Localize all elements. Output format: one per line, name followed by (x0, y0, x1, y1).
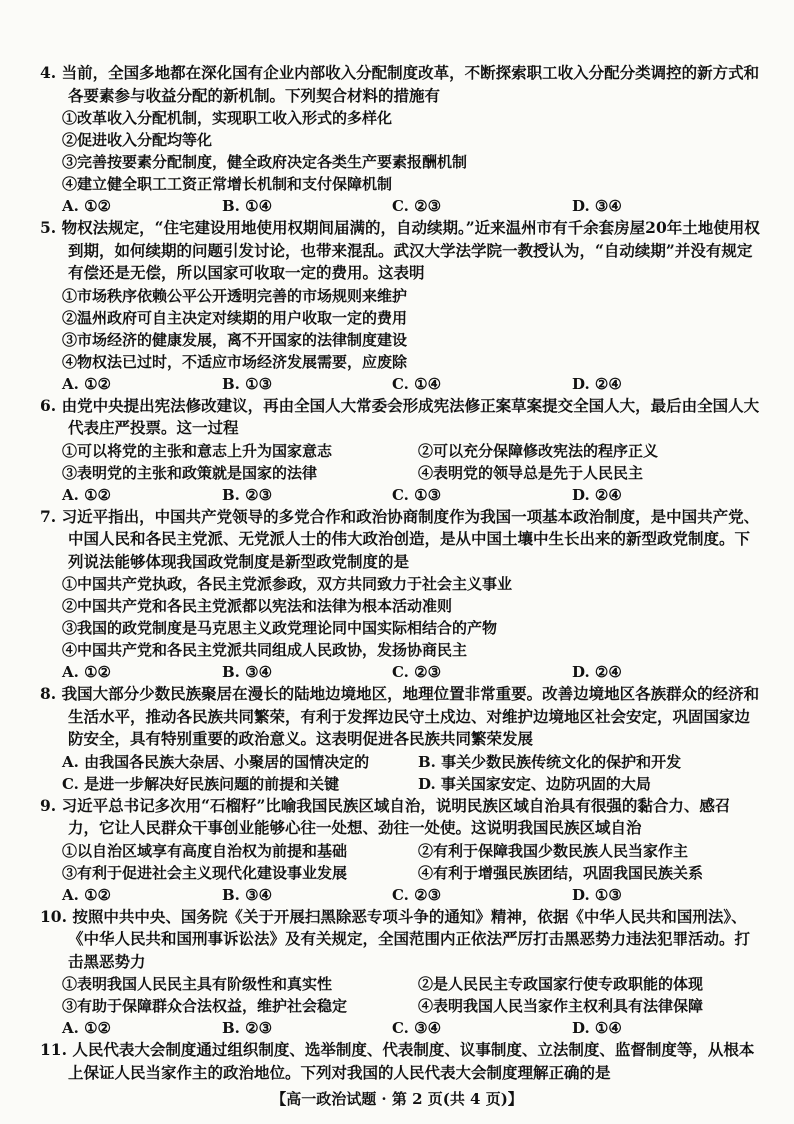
choice-b: B. ①④ (222, 197, 273, 215)
question-stem: 11. 人民代表大会制度通过组织制度、选举制度、代表制度、议事制度、立法制度、监督制度等，从根本上保证人民当家作主的政治地位。下列对我国的人民代表大会制度理解正确的是 (40, 1040, 755, 1082)
statement-pair (40, 995, 760, 1017)
choice-row (40, 661, 760, 683)
choice-row (40, 373, 760, 395)
statement: ②有利于保障我国少数民族人民当家作主 (418, 841, 689, 860)
question-7 (40, 506, 760, 684)
statement: ①中国共产党执政，各民主党派参政，双方共同致力于社会主义事业 (62, 575, 513, 593)
page-footer: 【高一政治试题 · 第 2 页(共 4 页)】 (271, 1090, 523, 1108)
statement: ④表明党的领导总是先于人民民主 (418, 463, 644, 482)
choice-row (40, 484, 760, 506)
statement-pair (40, 440, 760, 462)
choice-a: A. ①② (62, 197, 111, 215)
choice-d: D. ①④ (572, 1019, 622, 1037)
choice-b: B. ③④ (222, 885, 273, 904)
choice-b: B. ②③ (222, 1019, 273, 1037)
choice-a: A. ①② (62, 663, 111, 681)
statement: ③有利于促进社会主义现代化建设事业发展 (62, 863, 348, 882)
statement: ④建立健全职工工资正常增长机制和支付保障机制 (62, 175, 393, 193)
choice-c: C. ③④ (392, 1019, 442, 1037)
choice-a: A. ①② (62, 374, 111, 393)
statement-pair (40, 462, 760, 484)
choice-d: D. ②④ (572, 374, 622, 393)
statement: ②温州政府可自主决定对续期的用户收取一定的费用 (62, 308, 408, 327)
choice-b: B. ①③ (222, 374, 273, 393)
statement: ②可以充分保障修改宪法的程序正义 (418, 441, 659, 460)
statement: ②促进收入分配均等化 (62, 131, 213, 149)
choice-c: C. ②③ (392, 663, 442, 681)
question-5 (40, 217, 760, 395)
choice-row (40, 884, 760, 906)
choice-c: C. 是进一步解决好民族问题的前提和关键 (62, 774, 340, 793)
choice-a: A. 由我国各民族大杂居、小聚居的国情决定的 (62, 752, 370, 771)
choice-c: C. ②③ (392, 197, 442, 215)
choice-d: D. 事关国家安定、边防巩固的大局 (418, 774, 651, 793)
choice-a: A. ①② (62, 1019, 111, 1037)
choice-b: B. ②③ (222, 485, 273, 504)
statement: ①可以将党的主张和意志上升为国家意志 (62, 441, 333, 460)
statement: ③表明党的主张和政策就是国家的法律 (62, 463, 318, 482)
statement: ④物权法已过时，不适应市场经济发展需要，应废除 (62, 352, 408, 371)
question-8 (40, 683, 760, 795)
choice-c: C. ①③ (392, 485, 442, 504)
question-6 (40, 395, 760, 506)
question-10 (40, 906, 760, 1040)
question-stem: 4. 当前，全国多地都在深化国有企业内部收入分配制度改革，不断探索职工收入分配分类调控的新方式和各要素参与收益分配的新机制。下列契合材料的措施有 (40, 63, 760, 105)
statement-pair (40, 973, 760, 995)
question-stem: 10. 按照中共中央、国务院《关于开展扫黑除恶专项斗争的通知》精神，依据《中华人民共和国刑法》、《中华人民共和国刑事诉讼法》及有关规定，全国范围内正依法严厉打击黑恶势力违法犯罪活动。打击黑恶势力 (40, 906, 751, 971)
question-4 (40, 62, 760, 217)
statement: ①市场秩序依赖公平公开透明完善的市场规则来维护 (62, 286, 408, 305)
statement: ③完善按要素分配制度，健全政府决定各类生产要素报酬机制 (62, 153, 468, 171)
choice-b: B. ③④ (222, 663, 273, 681)
question-9 (40, 795, 760, 906)
choice-d: D. ①③ (572, 885, 622, 904)
choice-pair (40, 773, 760, 795)
statement: ①改革收入分配机制，实现职工收入形式的多样化 (62, 109, 393, 127)
statement: ②是人民民主专政国家行使专政职能的体现 (418, 975, 704, 993)
choice-row (40, 1017, 760, 1039)
question-stem: 9. 习近平总书记多次用“石榴籽”比喻我国民族区域自治，说明民族区域自治具有很强的黏合力、感召力，它让人民群众干事创业能够心往一处想、劲往一处使。这说明我国民族区域自治 (40, 795, 731, 837)
choice-pair (40, 751, 760, 773)
question-list (40, 62, 760, 1084)
choice-d: D. ③④ (572, 197, 622, 215)
statement: ③市场经济的健康发展，离不开国家的法律制度建设 (62, 330, 408, 349)
choice-c: C. ②③ (392, 885, 442, 904)
statement: ④有利于增强民族团结，巩固我国民族关系 (418, 863, 704, 882)
statement: ①以自治区域享有高度自治权为前提和基础 (62, 841, 348, 860)
question-stem: 5. 物权法规定，“住宅建设用地使用权期间届满的，自动续期。”近来温州市有千余套房屋20年土地使用权到期，如何续期的问题引发讨论，也带来混乱。武汉大学法学院一教授认为，“自动续期”并没有规定有偿还是无偿，所以国家可收取一定的费用。这表明 (40, 218, 760, 282)
choice-a: A. ①② (62, 485, 111, 504)
choice-a: A. ①② (62, 885, 111, 904)
statement: ④中国共产党和各民主党派共同组成人民政协，发扬协商民主 (62, 641, 468, 659)
question-11 (40, 1039, 760, 1084)
statement: ①表明我国人民民主具有阶级性和真实性 (62, 975, 333, 993)
statement: ③有助于保障群众合法权益，维护社会稳定 (62, 997, 348, 1015)
choice-c: C. ①④ (392, 374, 442, 393)
statement: ③我国的政党制度是马克思主义政党理论同中国实际相结合的产物 (62, 619, 498, 637)
statement-pair (40, 840, 760, 862)
question-stem: 8. 我国大部分少数民族聚居在漫长的陆地边境地区，地理位置非常重要。改善边境地区各族群众的经济和生活水平，推动各民族共同繁荣，有利于发挥边民守土戍边、对维护边境地区社会安定，巩固国家边防安全，具有特别重要的政治意义。这表明促进各民族共同繁荣发展 (40, 684, 760, 748)
question-stem: 7. 习近平指出，中国共产党领导的多党合作和政治协商制度作为我国一项基本政治制度，是中国共产党、中国人民和各民主党派、无党派人士的伟大政治创造，是从中国土壤中生长出来的新型政党制度。下列说法能够体现我国政党制度是新型政党制度的是 (40, 506, 760, 571)
statement-pair (40, 862, 760, 884)
choice-row (40, 195, 760, 217)
statement: ④表明我国人民当家作主权利具有法律保障 (418, 997, 704, 1015)
choice-b: B. 事关少数民族传统文化的保护和开发 (418, 752, 682, 771)
question-stem: 6. 由党中央提出宪法修改建议，再由全国人大常委会形成宪法修正案草案提交全国人大，最后由全国人大代表庄严投票。这一过程 (40, 395, 760, 437)
choice-d: D. ②④ (572, 485, 622, 504)
choice-d: D. ②④ (572, 663, 622, 681)
statement: ②中国共产党和各民主党派都以宪法和法律为根本活动准则 (62, 597, 453, 615)
